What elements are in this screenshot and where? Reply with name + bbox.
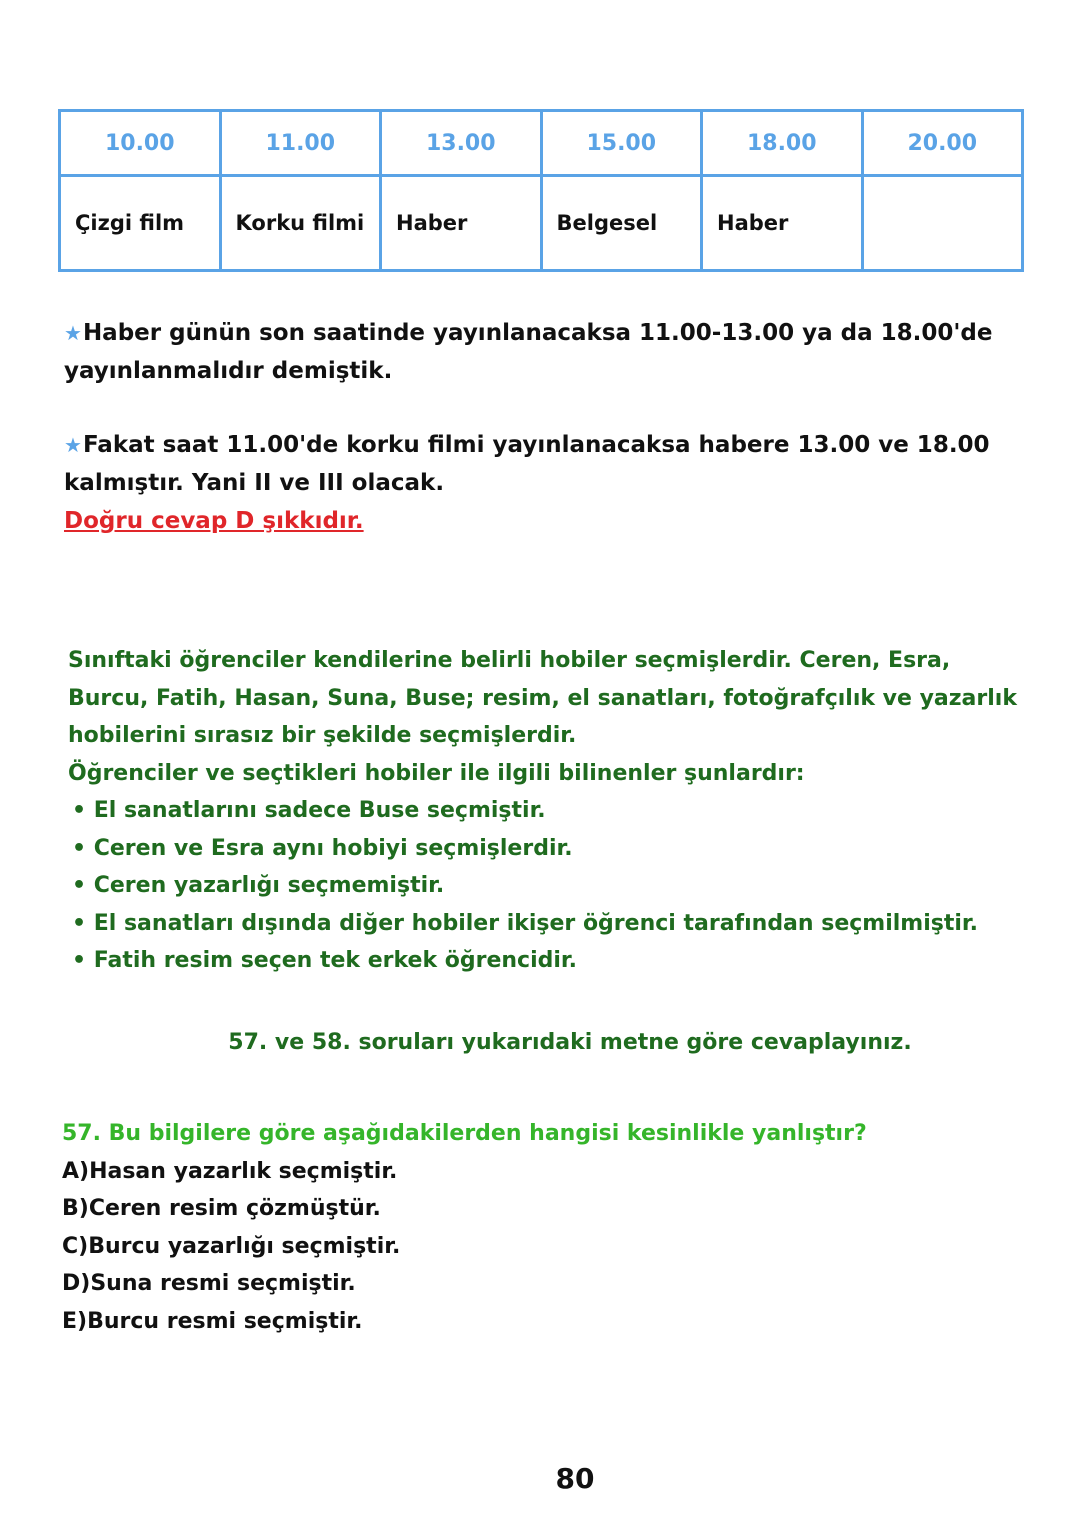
- option-e: E)Burcu resmi seçmiştir.: [62, 1308, 363, 1334]
- instruction-text: 57. ve 58. soruları yukarıdaki metne göre cevaplayınız.: [228, 1030, 912, 1055]
- story-bullet: • Ceren yazarlığı seçmemiştir.: [72, 873, 445, 898]
- show-cell: Çizgi film: [60, 176, 221, 271]
- bullet-text: Fatih resim seçen tek erkek öğrencidir.: [93, 948, 577, 973]
- story-bullet: • Ceren ve Esra aynı hobiyi seçmişlerdir.: [72, 835, 573, 861]
- hobby-story: [68, 642, 1028, 980]
- bullet-text: El sanatları dışında diğer hobiler ikişer öğrenci tarafından seçmilmiştir.: [93, 910, 978, 936]
- note-1-line-1: Haber günün son saatinde yayınlanacaksa 11.00-13.00 ya da 18.00'de: [82, 320, 993, 346]
- time-cell: 18.00: [702, 111, 863, 176]
- show-cell: Haber: [381, 176, 542, 271]
- option-a: A)Hasan yazarlık seçmiştir.: [62, 1158, 398, 1184]
- question-stem: 57. Bu bilgilere göre aşağıdakilerden hangisi kesinlikle yanlıştır?: [62, 1121, 867, 1146]
- story-bullet: • El sanatlarını sadece Buse seçmiştir.: [72, 798, 546, 823]
- star-icon: ★: [64, 321, 82, 345]
- show-cell-empty: [862, 176, 1023, 271]
- bullet-text: El sanatlarını sadece Buse seçmiştir.: [93, 798, 546, 823]
- option-d: D)Suna resmi seçmiştir.: [62, 1271, 356, 1296]
- time-cell: 11.00: [220, 111, 381, 176]
- show-cell: Haber: [702, 176, 863, 271]
- bullet-text: Ceren yazarlığı seçmemiştir.: [93, 873, 445, 898]
- option-b: B)Ceren resim çözmüştür.: [62, 1196, 381, 1221]
- note-2-line-2: kalmıştır. Yani II ve III olacak.: [64, 470, 445, 496]
- note-1-line-2: yayınlanmalıdır demiştik.: [64, 358, 393, 384]
- star-icon: ★: [64, 433, 82, 457]
- note-2-line-1: Fakat saat 11.00'de korku filmi yayınlanacaksa habere 13.00 ve 18.00: [82, 432, 990, 458]
- show-cell: Korku filmi: [220, 176, 381, 271]
- time-cell: 10.00: [60, 111, 221, 176]
- bullet-text: Ceren ve Esra aynı hobiyi seçmişlerdir.: [93, 835, 573, 861]
- page-number: 80: [555, 1462, 595, 1495]
- show-cell: Belgesel: [541, 176, 702, 271]
- story-line: Sınıftaki öğrenciler kendilerine belirli hobiler seçmişlerdir. Ceren, Esra,: [68, 648, 951, 673]
- note-2: [64, 426, 990, 540]
- story-bullet: • El sanatları dışında diğer hobiler ikişer öğrenci tarafından seçmilmiştir.: [72, 910, 978, 936]
- note-1: [64, 314, 992, 390]
- tv-schedule-table: [58, 109, 1024, 272]
- option-c: C)Burcu yazarlığı seçmiştir.: [62, 1233, 401, 1259]
- time-cell: 13.00: [381, 111, 542, 176]
- time-cell: 20.00: [862, 111, 1023, 176]
- schedule-shows-row: [60, 176, 1023, 271]
- answer-text: Doğru cevap D şıkkıdır.: [64, 508, 364, 534]
- schedule-times-row: [60, 111, 1023, 176]
- story-line: Burcu, Fatih, Hasan, Suna, Buse; resim, el sanatları, fotoğrafçılık ve yazarlık: [68, 685, 1017, 711]
- story-line: hobilerini sırasız bir şekilde seçmişlerdir.: [68, 723, 577, 748]
- question-57: [62, 1115, 867, 1340]
- time-cell: 15.00: [541, 111, 702, 176]
- story-line: Öğrenciler ve seçtikleri hobiler ile ilgili bilinenler şunlardır:: [68, 760, 805, 786]
- story-bullet: • Fatih resim seçen tek erkek öğrencidir.: [72, 948, 577, 973]
